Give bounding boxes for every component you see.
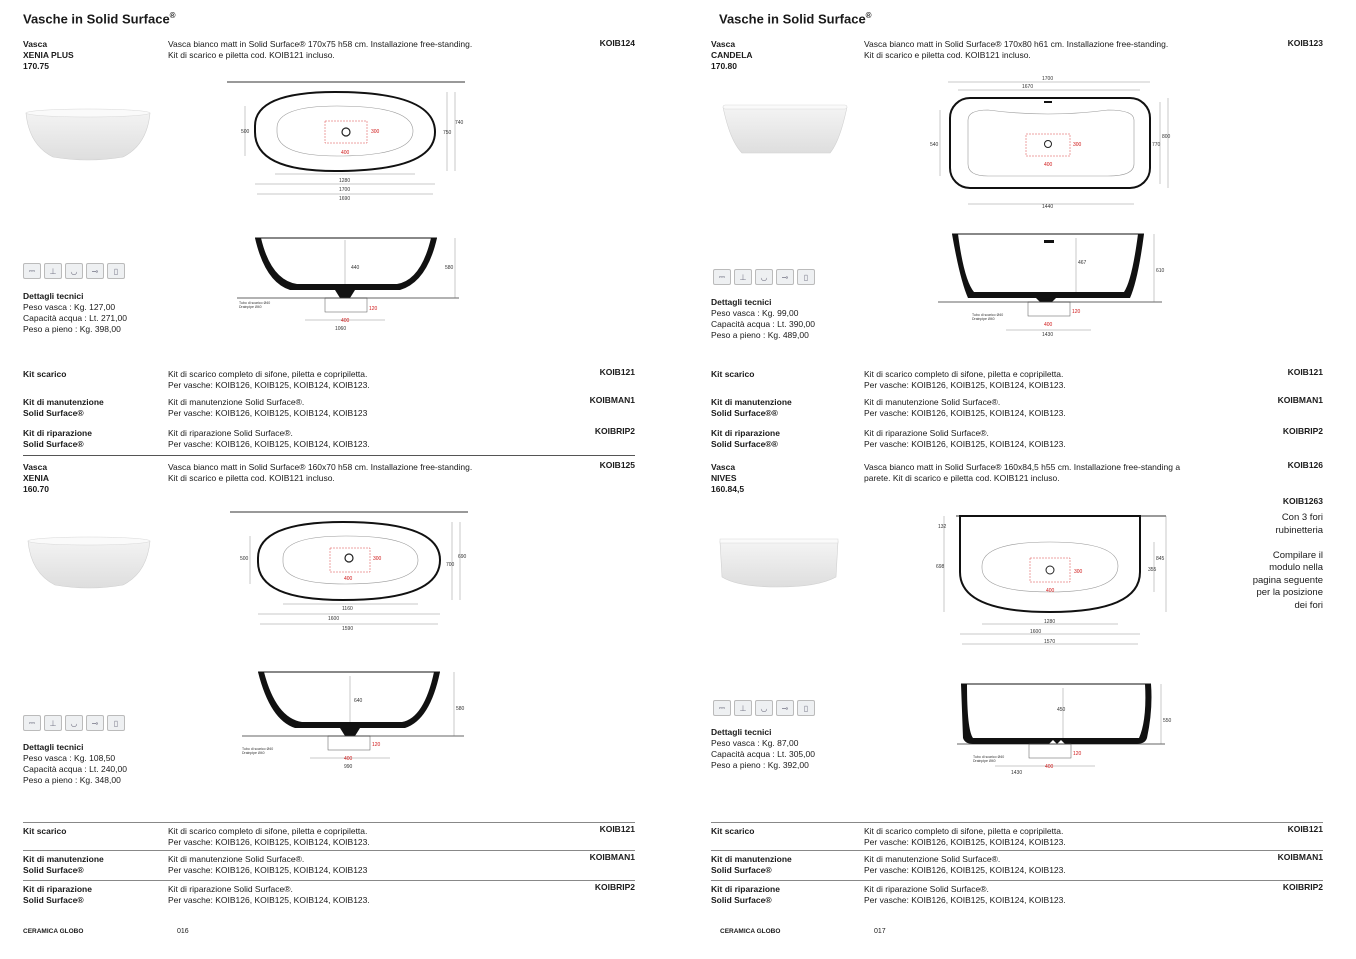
footer-brand: CERAMICA GLOBO <box>720 928 781 935</box>
tech-specs-heading: Dettagli tecnici <box>711 727 772 737</box>
product-code: KOIB123 <box>1287 38 1323 48</box>
tub-photo <box>720 103 850 159</box>
dim-label: 1430 <box>1011 770 1023 776</box>
kit-label: Kit scarico <box>711 826 755 836</box>
dim-label: 120 <box>1073 751 1082 757</box>
dim-label: 698 <box>936 564 945 570</box>
product-label: Vasca XENIA 160.70 <box>23 462 49 494</box>
dim-label: 1440 <box>1042 204 1054 210</box>
kit-label: Kit di manutenzione Solid Surface®® <box>711 397 792 418</box>
basin-icon: ⊥ <box>734 269 752 285</box>
dim-label: 800 <box>1162 134 1171 140</box>
tech-specs-heading: Dettagli tecnici <box>23 291 84 301</box>
kit-code: KOIB121 <box>1287 367 1323 377</box>
kit-code: KOIBMAN1 <box>589 395 635 405</box>
tech-specs <box>711 727 815 771</box>
dim-label: 700 <box>446 562 455 568</box>
dim-label: 550 <box>1163 718 1172 724</box>
dim-label: 500 <box>240 556 249 562</box>
dim-label: 300 <box>1074 569 1083 575</box>
dim-label: 467 <box>1078 260 1087 266</box>
product-code: KOIB124 <box>599 38 635 48</box>
dim-label: 690 <box>458 554 467 560</box>
spec-full-weight: Peso a pieno : Kg. 489,00 <box>711 330 809 340</box>
product-label: Vasca NIVES 160.84,5 <box>711 462 745 494</box>
page-title-right: Vasche in Solid Surface® <box>719 11 872 27</box>
tub-side-view <box>235 232 465 334</box>
dim-label: 1600 <box>328 616 340 622</box>
kit-label: Kit di riparazione Solid Surface® <box>23 428 92 449</box>
dim-label: 1280 <box>339 178 351 184</box>
dim-label: 400 <box>344 576 353 582</box>
bathtub-icon: ◡ <box>755 269 773 285</box>
dim-label: 120 <box>372 742 381 748</box>
pipe-icon: ▯ <box>107 715 125 731</box>
dim-label: 1280 <box>1044 619 1056 625</box>
page-number: 016 <box>177 928 189 935</box>
kit-label: Kit di manutenzione Solid Surface® <box>711 854 792 875</box>
dim-label: 400 <box>1044 162 1053 168</box>
kit-label: Kit scarico <box>711 369 755 379</box>
dim-label: 450 <box>1057 707 1066 713</box>
wall-mount-icon: ⎓ <box>23 263 41 279</box>
basin-icon: ⊥ <box>44 263 62 279</box>
kit-label: Kit di riparazione Solid Surface® <box>23 884 92 905</box>
drain-icon: ⊸ <box>776 700 794 716</box>
kit-description: Kit di scarico completo di sifone, piletta e copripiletta. Per vasche: KOIB126, KOIB125, KOIB124, KOIB123. <box>168 369 370 390</box>
dim-label: 845 <box>1156 556 1165 562</box>
dim-label: 640 <box>354 698 363 704</box>
wall-mount-icon: ⎓ <box>713 269 731 285</box>
dim-label: Tubo di scarico Ø40 Drainpipe Ø40 <box>239 301 271 309</box>
dim-label: 1700 <box>1042 76 1054 82</box>
dim-label: 750 <box>443 130 452 136</box>
tub-top-view <box>228 508 478 638</box>
wall-mount-icon: ⎓ <box>23 715 41 731</box>
pipe-icon: ▯ <box>107 263 125 279</box>
tech-specs <box>711 297 815 341</box>
dim-label: 132 <box>938 524 947 530</box>
dim-label: 1160 <box>342 606 353 612</box>
divider <box>711 880 1323 881</box>
kit-code: KOIBMAN1 <box>1277 852 1323 862</box>
kit-code: KOIB121 <box>1287 824 1323 834</box>
kit-description: Kit di scarico completo di sifone, piletta e copripiletta. Per vasche: KOIB126, KOIB125, KOIB124, KOIB123. <box>864 826 1066 847</box>
kit-description: Kit di manutenzione Solid Surface®. Per vasche: KOIB126, KOIB125, KOIB124, KOIB123 <box>168 397 368 418</box>
pipe-icon: ▯ <box>797 700 815 716</box>
divider <box>23 880 635 881</box>
dim-label: 300 <box>373 556 382 562</box>
basin-icon: ⊥ <box>44 715 62 731</box>
product-code: KOIB125 <box>599 460 635 470</box>
kit-description: Kit di riparazione Solid Surface®. Per vasche: KOIB126, KOIB125, KOIB124, KOIB123. <box>168 428 370 449</box>
product-description: Vasca bianco matt in Solid Surface® 160x70 h58 cm. Installazione free-standing. Kit di scarico e piletta cod. KOIB121 incluso. <box>168 462 473 483</box>
spec-full-weight: Peso a pieno : Kg. 398,00 <box>23 324 121 334</box>
dim-label: 300 <box>371 129 380 135</box>
dim-label: 400 <box>341 318 350 324</box>
dim-label: 540 <box>930 142 939 148</box>
dim-label: 120 <box>369 306 378 312</box>
tub-photo <box>718 537 840 593</box>
kit-description: Kit di riparazione Solid Surface®. Per vasche: KOIB126, KOIB125, KOIB124, KOIB123. <box>864 428 1066 449</box>
dim-label: 580 <box>445 265 454 271</box>
dim-label: Tubo di scarico Ø40 Drainpipe Ø40 <box>973 755 1005 763</box>
dim-label: 1690 <box>339 196 351 202</box>
dim-label: 1590 <box>342 626 354 632</box>
feature-icons <box>713 700 815 716</box>
dim-label: 400 <box>1046 588 1055 594</box>
feature-icons <box>23 263 125 279</box>
tub-side-view <box>240 668 470 770</box>
dim-label: 400 <box>1045 764 1054 770</box>
spec-weight: Peso vasca : Kg. 127,00 <box>23 302 116 312</box>
kit-description: Kit di manutenzione Solid Surface®. Per vasche: KOIB126, KOIB125, KOIB124, KOIB123. <box>864 854 1066 875</box>
dim-label: 120 <box>1072 309 1081 315</box>
tub-photo <box>23 105 153 165</box>
product-label: Vasca XENIA PLUS 170.75 <box>23 39 74 71</box>
kit-description: Kit di riparazione Solid Surface®. Per vasche: KOIB126, KOIB125, KOIB124, KOIB123. <box>168 884 370 905</box>
kit-description: Kit di manutenzione Solid Surface®. Per vasche: KOIB126, KOIB125, KOIB124, KOIB123. <box>864 397 1066 418</box>
product-label: Vasca CANDELA 170.80 <box>711 39 753 71</box>
kit-description: Kit di riparazione Solid Surface®. Per vasche: KOIB126, KOIB125, KOIB124, KOIB123. <box>864 884 1066 905</box>
page-number: 017 <box>874 928 886 935</box>
dim-label: Tubo di scarico Ø40 Drainpipe Ø40 <box>972 313 1004 321</box>
divider <box>711 822 1323 823</box>
kit-label: Kit scarico <box>23 826 67 836</box>
tub-top-view <box>928 74 1178 214</box>
tech-specs-heading: Dettagli tecnici <box>23 742 84 752</box>
dim-label: 400 <box>341 150 350 156</box>
drain-icon: ⊸ <box>776 269 794 285</box>
tech-specs <box>23 742 127 786</box>
kit-code: KOIBMAN1 <box>589 852 635 862</box>
kit-label: Kit di riparazione Solid Surface®® <box>711 428 780 449</box>
page-title-left: Vasche in Solid Surface® <box>23 11 176 27</box>
feature-icons <box>713 269 815 285</box>
feature-icons <box>23 715 125 731</box>
dim-label: 1700 <box>339 187 351 193</box>
spec-capacity: Capacità acqua : Lt. 390,00 <box>711 319 815 329</box>
drain-icon: ⊸ <box>86 715 104 731</box>
dim-label: 610 <box>1156 268 1165 274</box>
pipe-icon: ▯ <box>797 269 815 285</box>
kit-code: KOIB121 <box>599 367 635 377</box>
bathtub-icon: ◡ <box>65 715 83 731</box>
dim-label: 1060 <box>335 326 347 332</box>
basin-icon: ⊥ <box>734 700 752 716</box>
footer-brand: CERAMICA GLOBO <box>23 928 84 935</box>
spec-capacity: Capacità acqua : Lt. 240,00 <box>23 764 127 774</box>
spec-full-weight: Peso a pieno : Kg. 392,00 <box>711 760 809 770</box>
bathtub-icon: ◡ <box>65 263 83 279</box>
kit-code: KOIBRIP2 <box>1282 426 1323 436</box>
tub-side-view <box>955 680 1170 780</box>
tub-top-view <box>225 76 475 206</box>
kit-description: Kit di scarico completo di sifone, piletta e copripiletta. Per vasche: KOIB126, KOIB125, KOIB124, KOIB123. <box>168 826 370 847</box>
divider <box>23 850 635 851</box>
divider <box>23 822 635 823</box>
dim-label: 740 <box>455 120 464 126</box>
tech-specs <box>23 291 127 335</box>
wall-mount-icon: ⎓ <box>713 700 731 716</box>
dim-label: 355 <box>1148 567 1157 573</box>
dim-label: 770 <box>1152 142 1161 148</box>
spec-capacity: Capacità acqua : Lt. 305,00 <box>711 749 815 759</box>
tub-photo <box>25 533 153 593</box>
bathtub-icon: ◡ <box>755 700 773 716</box>
product-description: Vasca bianco matt in Solid Surface® 170x75 h58 cm. Installazione free-standing. Kit di scarico e piletta cod. KOIB121 incluso. <box>168 39 473 60</box>
product-description: Vasca bianco matt in Solid Surface® 170x80 h61 cm. Installazione free-standing. Kit di scarico e piletta cod. KOIB121 incluso. <box>864 39 1169 60</box>
product-description: Vasca bianco matt in Solid Surface® 160x84,5 h55 cm. Installazione free-standing a parete. Kit di scarico e piletta cod. KOIB121 incluso. <box>864 462 1181 483</box>
dim-label: 1600 <box>1030 629 1042 635</box>
kit-code: KOIBRIP2 <box>594 882 635 892</box>
tech-specs-heading: Dettagli tecnici <box>711 297 772 307</box>
dim-label: 400 <box>344 756 353 762</box>
kit-code: KOIBRIP2 <box>1282 882 1323 892</box>
dim-label: 300 <box>1073 142 1082 148</box>
kit-code: KOIBMAN1 <box>1277 395 1323 405</box>
dim-label: 580 <box>456 706 465 712</box>
dim-label: 440 <box>351 265 360 271</box>
dim-label: 1670 <box>1022 84 1034 90</box>
dim-label: Tubo di scarico Ø40 Drainpipe Ø40 <box>242 747 274 755</box>
dim-label: 500 <box>241 129 250 135</box>
dim-label: 1430 <box>1042 332 1054 338</box>
kit-label: Kit di manutenzione Solid Surface® <box>23 854 104 875</box>
divider <box>23 455 635 456</box>
variant-note: Con 3 fori rubinetteria Compilare il modulo nella pagina seguente per la posizione dei fori <box>1252 512 1323 611</box>
divider <box>711 850 1323 851</box>
tub-side-view <box>936 230 1171 342</box>
kit-label: Kit di manutenzione Solid Surface® <box>23 397 104 418</box>
dim-label: 990 <box>344 764 353 770</box>
product-variant-code: KOIB1263 <box>1282 496 1323 506</box>
drain-icon: ⊸ <box>86 263 104 279</box>
spec-capacity: Capacità acqua : Lt. 271,00 <box>23 313 127 323</box>
spec-full-weight: Peso a pieno : Kg. 348,00 <box>23 775 121 785</box>
spec-weight: Peso vasca : Kg. 99,00 <box>711 308 799 318</box>
kit-description: Kit di manutenzione Solid Surface®. Per vasche: KOIB126, KOIB125, KOIB124, KOIB123 <box>168 854 368 875</box>
kit-description: Kit di scarico completo di sifone, piletta e copripiletta. Per vasche: KOIB126, KOIB125, KOIB124, KOIB123. <box>864 369 1066 390</box>
kit-label: Kit di riparazione Solid Surface® <box>711 884 780 905</box>
product-code: KOIB126 <box>1287 460 1323 470</box>
kit-code: KOIB121 <box>599 824 635 834</box>
dim-label: 400 <box>1044 322 1053 328</box>
tub-top-view <box>930 512 1175 648</box>
kit-label: Kit scarico <box>23 369 67 379</box>
spec-weight: Peso vasca : Kg. 108,50 <box>23 753 116 763</box>
dim-label: 1570 <box>1044 639 1056 645</box>
kit-code: KOIBRIP2 <box>594 426 635 436</box>
spec-weight: Peso vasca : Kg. 87,00 <box>711 738 799 748</box>
